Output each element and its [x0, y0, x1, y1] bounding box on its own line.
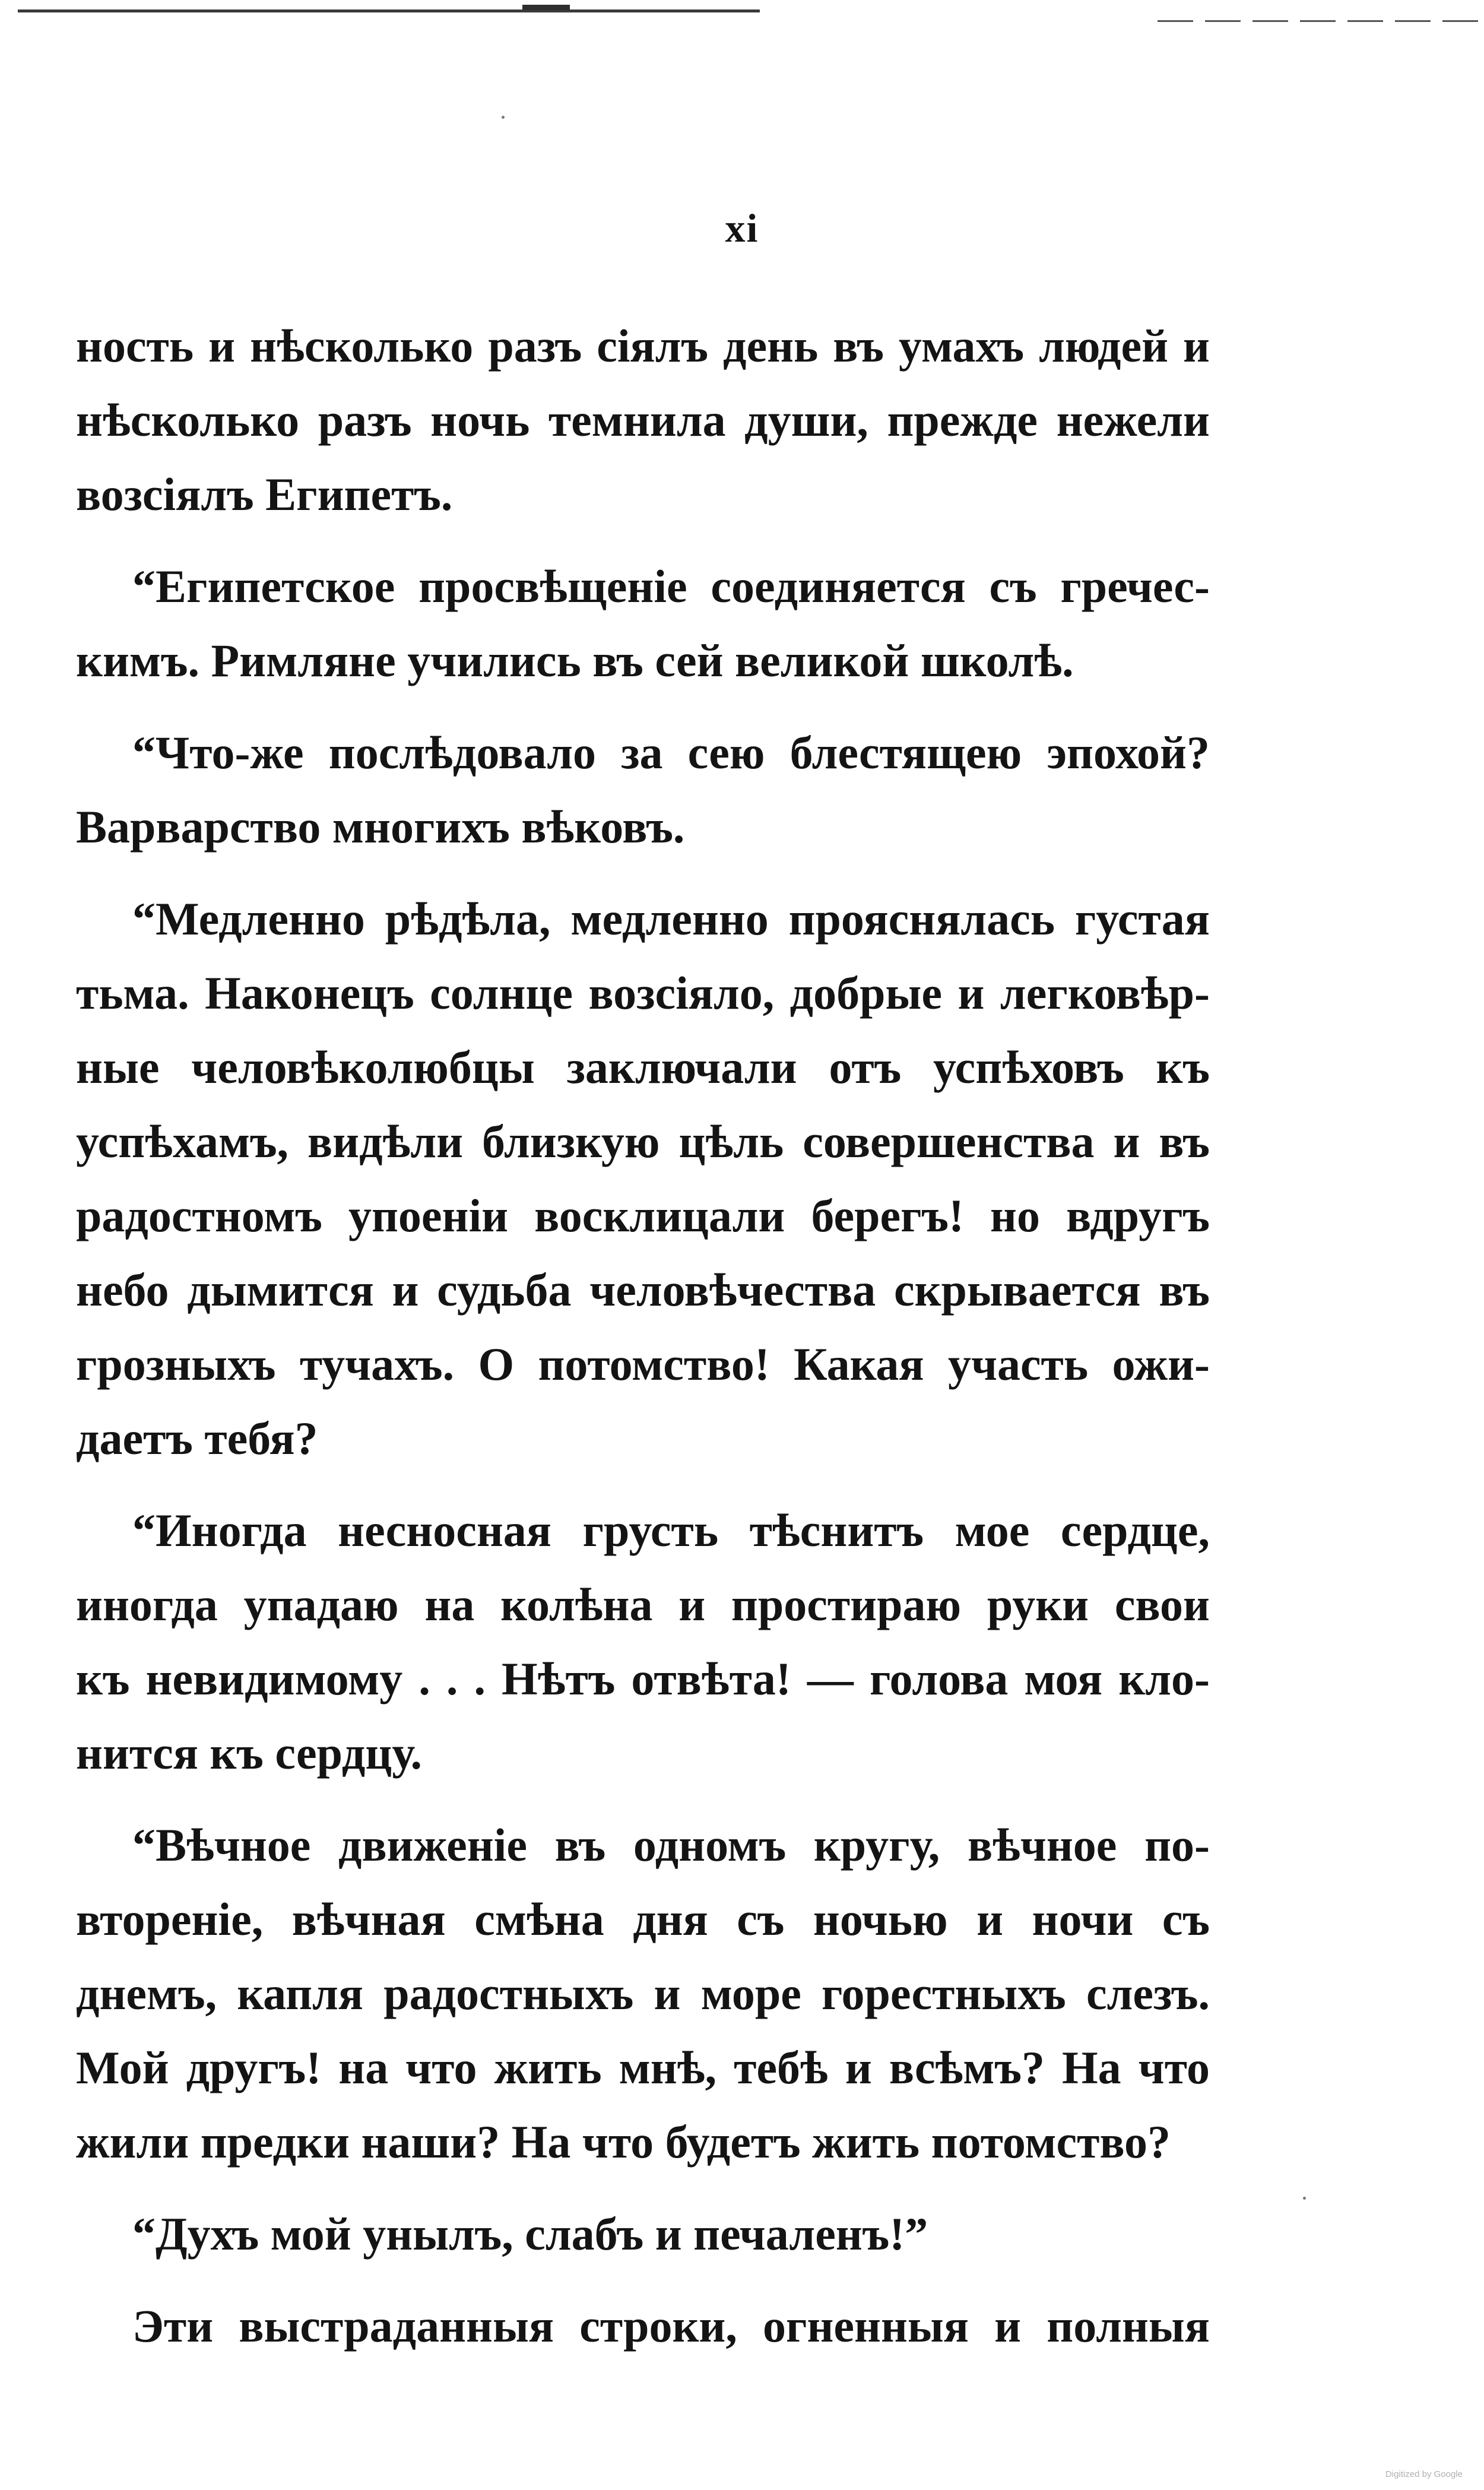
text-line: Мой другъ! на что жить мнѣ, тебѣ и всѣмъ? На что	[76, 2042, 1210, 2093]
text-line: ность и нѣсколько разъ сіялъ день въ умахъ людей и	[76, 320, 1210, 372]
text-line: “Египетское просвѣщеніе соединяется съ гречес-	[132, 560, 1210, 612]
body-text	[76, 309, 1210, 2363]
text-line: “Духъ мой унылъ, слабъ и печаленъ!”	[132, 2208, 928, 2260]
text-line: “Вѣчное движеніе въ одномъ кругу, вѣчное по-	[132, 1819, 1210, 1871]
text-line: нѣсколько разъ ночь темнила души, прежде нежели	[76, 394, 1210, 446]
text-line: Эти выстраданныя строки, огненныя и полныя	[132, 2300, 1210, 2352]
text-line: небо дымится и судьба человѣчества скрывается въ	[76, 1264, 1210, 1316]
text-line: Варварство многихъ вѣковъ.	[76, 801, 685, 853]
page-number: xi	[725, 205, 759, 251]
text-line: иногда упадаю на колѣна и простираю руки свои	[76, 1579, 1210, 1630]
text-line: втореніе, вѣчная смѣна дня съ ночью и ночи съ	[76, 1893, 1210, 1945]
text-line: кимъ. Римляне учились въ сей великой школѣ.	[76, 635, 1074, 686]
text-line: ные человѣколюбцы заключали отъ успѣховъ къ	[76, 1041, 1210, 1093]
text-line: тьма. Наконецъ солнце возсіяло, добрые и легковѣр-	[76, 967, 1210, 1019]
scan-speck	[502, 116, 505, 119]
text-line: “Медленно рѣдѣла, медленно прояснялась густая	[132, 893, 1210, 945]
text-line: нится къ сердцу.	[76, 1727, 423, 1779]
text-line: грозныхъ тучахъ. О потомство! Какая участь ожи-	[76, 1338, 1210, 1390]
text-line: “Что-же послѣдовало за сею блестящею эпохой?	[132, 727, 1210, 778]
text-line: даетъ тебя?	[76, 1412, 318, 1464]
text-line: днемъ, капля радостныхъ и море горестныхъ слезъ.	[76, 1968, 1210, 2019]
top-scan-rule	[18, 9, 760, 12]
top-scan-rule-accent	[522, 5, 570, 10]
text-line: радостномъ упоеніи восклицали берегъ! но вдругъ	[76, 1190, 1210, 1241]
scan-speck	[1303, 2197, 1306, 2200]
text-line: возсіялъ Египетъ.	[76, 468, 453, 520]
digitized-watermark: Digitized by Google	[1385, 2469, 1463, 2479]
top-right-dashed-rule	[1158, 20, 1484, 22]
text-line: жили предки наши? На что будетъ жить потомство?	[76, 2116, 1171, 2168]
text-line: къ невидимому . . . Нѣтъ отвѣта! — голова моя кло-	[76, 1653, 1210, 1705]
text-line: успѣхамъ, видѣли близкую цѣль совершенства и въ	[76, 1116, 1210, 1167]
text-line: “Иногда несносная грусть тѣснитъ мое сердце,	[132, 1504, 1210, 1556]
